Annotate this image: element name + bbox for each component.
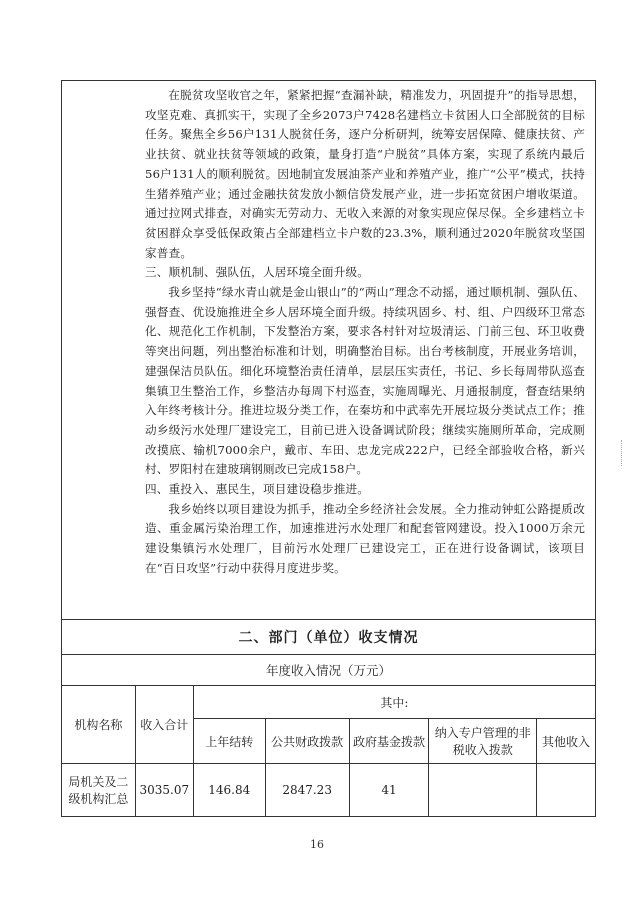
table-row [62, 764, 596, 817]
header-group: 其中: [193, 686, 595, 719]
header-org: 机构名称 [62, 686, 136, 764]
cell-total: 3035.07 [135, 764, 193, 817]
paragraph-poverty: 在脱贫攻坚收官之年，紧紧把握“查漏补缺，精准发力，巩固提升”的指导思想，攻坚克难、真抓实干，实现了全乡2073户7428名建档立卡贫困人口全部脱贫的目标任务。聚焦全乡56户131人脱贫任务，逐户分析研判，统筹安居保障、健康扶贫、产业扶贫、就业扶贫等领域的政策，量身打造“户脱贫”具体方案，实现了系统内最后56户131人的顺利脱贫。因地制宜发展油茶产业和养殖产业，推广“公平”模式，扶持生猪养殖产业；通过金融扶贫发放小额信贷发展产业，进一步拓宽贫困户增收渠道。通过拉网式排查，对确实无劳动力、无收入来源的对象实现应保尽保。全乡建档立卡贫困群众享受低保政策占全部建档立卡户数的23.3%，顺利通过2020年脱贫攻坚国家普查。 [145, 88, 585, 260]
heading-4: 四、重投入、惠民生，项目建设稳步推进。 [145, 482, 370, 497]
table-subtitle: 年度收入情况（万元） [62, 655, 596, 686]
header-other: 其他收入 [537, 719, 596, 764]
cell-other [537, 764, 596, 817]
header-non-tax: 纳入专户管理的非税收入拨款 [429, 719, 537, 764]
header-gov-fund: 政府基金拨款 [349, 719, 429, 764]
paragraph-projects: 我乡始终以项目建设为抓手，推动全乡经济社会发展。全力推动钟虹公路提质改造、重金属污染治理工作，加速推进污水处理厂和配套管网建设。投入1000万余元建设集镇污水处理厂，目前污水处理厂已建设完工，正在进行设备调试，该项目在“百日攻坚”行动中获得月度进步奖。 [145, 501, 585, 575]
page-number: 16 [310, 838, 324, 851]
section-title: 二、部门（单位）收支情况 [62, 620, 596, 655]
cell-non-tax [429, 764, 537, 817]
header-carryover: 上年结转 [193, 719, 265, 764]
cell-org: 局机关及二级机构汇总 [62, 764, 136, 817]
cell-public-finance: 2847.23 [265, 764, 349, 817]
income-table [61, 619, 596, 817]
cell-carryover: 146.84 [193, 764, 265, 817]
narrative-text [145, 86, 585, 579]
header-total: 收入合计 [135, 686, 193, 764]
heading-3: 三、顺机制、强队伍，人居环境全面升级。 [145, 265, 370, 280]
cell-gov-fund: 41 [349, 764, 429, 817]
header-public-finance: 公共财政拨款 [265, 719, 349, 764]
seal-mark [621, 440, 630, 466]
paragraph-environment: 我乡坚持“绿水青山就是金山银山”的“两山”理念不动摇，通过顺机制、强队伍、强督查、优设施推进全乡人居环境全面升级。持续巩固乡、村、组、户四级环卫常态化、规范化工作机制，下发整治方案，要求各村针对垃圾清运、门前三包、环卫收费等突出问题，列出整治标准和计划，明确整治目标。出台考核制度，开展业务培训，建强保洁员队伍。细化环境整治责任清单，层层压实责任，书记、乡长每周带队巡查集镇卫生整治工作，乡整洁办每周下村巡查，实施周曝光、月通报制度，督查结果纳入年终考核计分。推进垃圾分类工作，在秦坊和中武率先开展垃圾分类试点工作；推动乡级污水处理厂建设完工，目前已进入设备调试阶段；继续实施厕所革命，完成厕改摸底、输机7000余户，戴市、车田、忠龙完成222户，已经全部验收合格，新兴村、罗阳村在建玻璃钢厕改已完成158户。 [145, 285, 585, 477]
